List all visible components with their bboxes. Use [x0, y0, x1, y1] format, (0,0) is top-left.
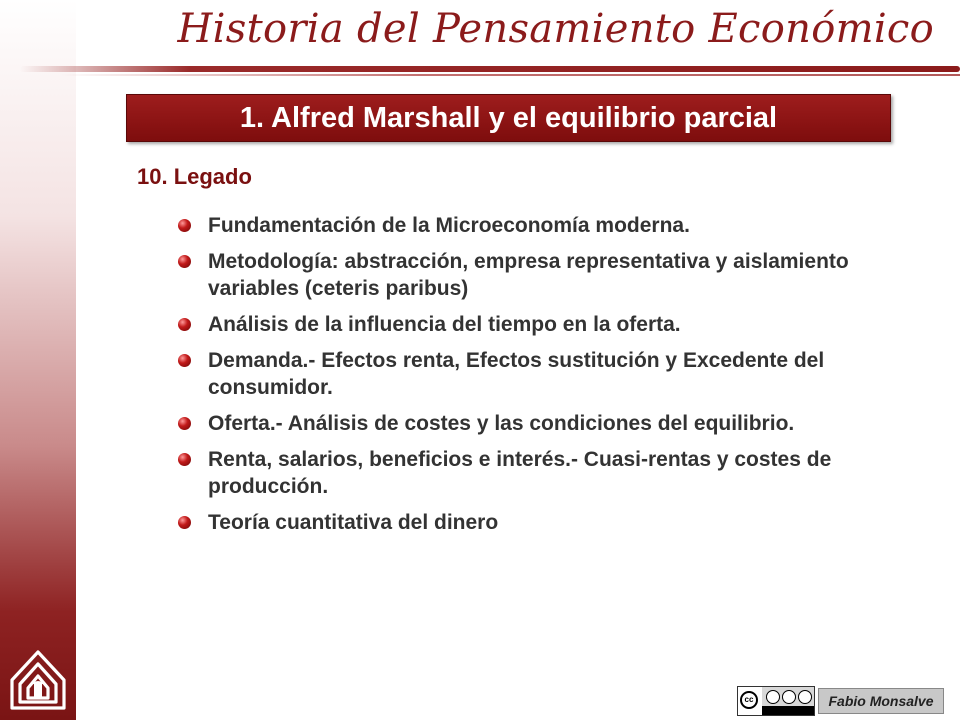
- creative-commons-by-nc-sa-icon: cc: [737, 686, 815, 716]
- bullet-text: Metodología: abstracción, empresa representativa y aislamiento variables (ceteris paribus): [208, 250, 849, 300]
- bullet-dot-icon: [178, 318, 191, 331]
- bullet-dot-icon: [178, 219, 191, 232]
- header-divider: [20, 66, 960, 72]
- bullet-dot-icon: [178, 516, 191, 529]
- bullet-text: Análisis de la influencia del tiempo en la oferta.: [208, 313, 681, 336]
- bullet-dot-icon: [178, 453, 191, 466]
- author-box: [818, 688, 944, 714]
- bullet-item: [178, 248, 898, 302]
- university-seal-logo: [8, 640, 68, 716]
- slide-title-box: [126, 94, 891, 142]
- bullet-item: [178, 212, 898, 239]
- bullet-dot-icon: [178, 417, 191, 430]
- bullet-dot-icon: [178, 255, 191, 268]
- bullet-item: [178, 446, 898, 500]
- bullet-dot-icon: [178, 354, 191, 367]
- bullet-text: Renta, salarios, beneficios e interés.- Cuasi-rentas y costes de producción.: [208, 448, 832, 498]
- bullet-item: [178, 509, 898, 536]
- bullet-text: Demanda.- Efectos renta, Efectos sustitución y Excedente del consumidor.: [208, 349, 825, 399]
- slide-title: 1. Alfred Marshall y el equilibrio parcial: [239, 101, 778, 134]
- bullet-item: [178, 347, 898, 401]
- bullet-item: [178, 410, 898, 437]
- bullet-text: Fundamentación de la Microeconomía moderna.: [208, 214, 690, 237]
- bullet-list: [178, 212, 898, 545]
- section-heading: 10. Legado: [137, 164, 252, 189]
- bullet-text: Oferta.- Análisis de costes y las condiciones del equilibrio.: [208, 412, 795, 435]
- bullet-text: Teoría cuantitativa del dinero: [208, 511, 499, 534]
- bullet-item: [178, 311, 898, 338]
- author-name: Fabio Monsalve: [828, 693, 934, 709]
- header-title: Historia del Pensamiento Económico: [177, 6, 934, 52]
- left-gradient-band: [0, 0, 76, 720]
- header-divider-thin: [60, 74, 960, 76]
